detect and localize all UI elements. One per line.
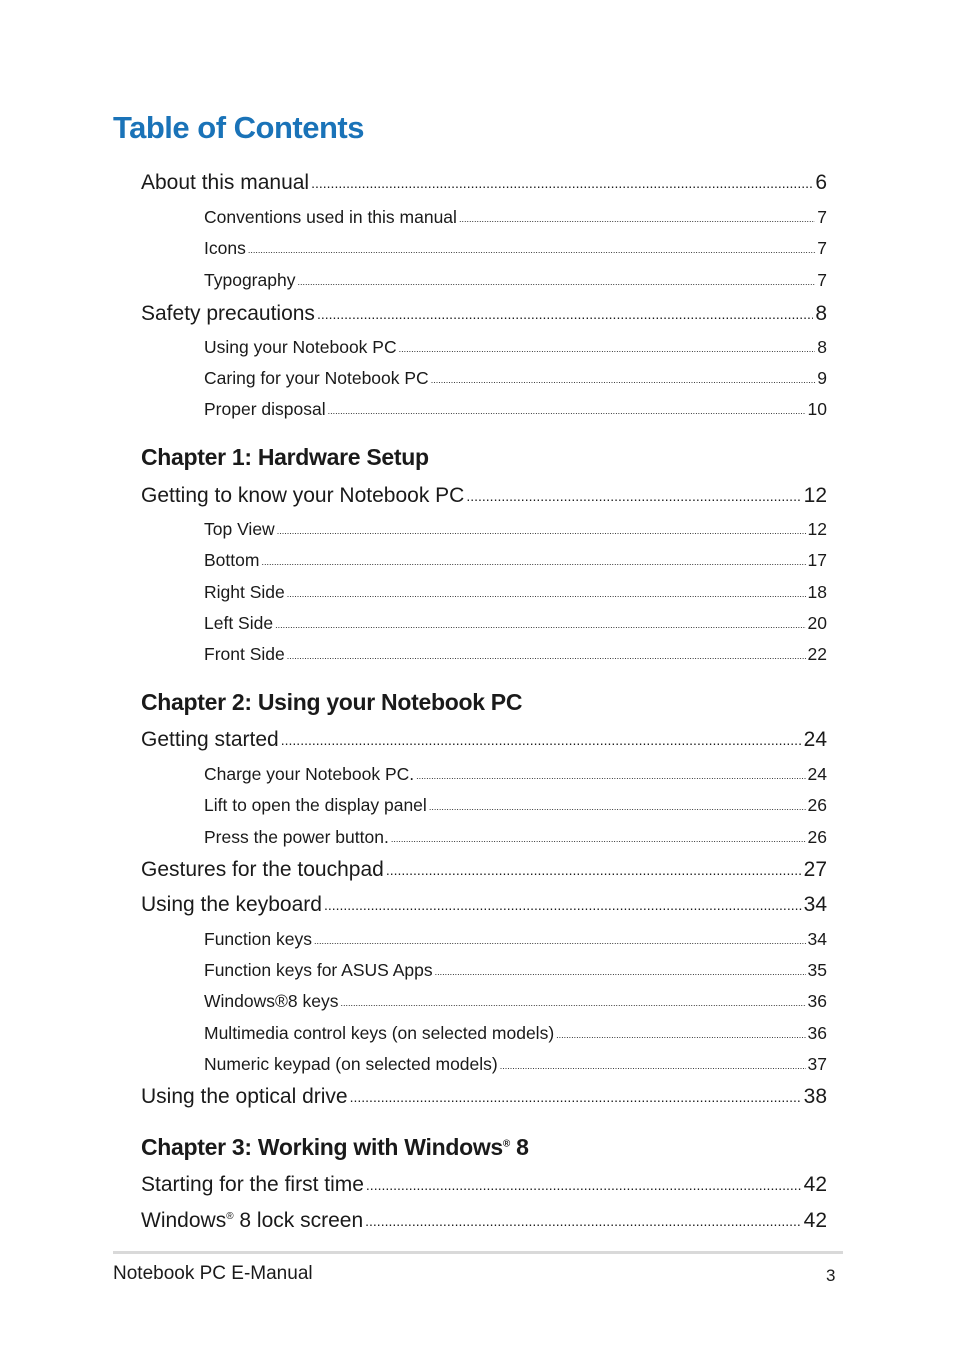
toc-entry-label: Windows®8 keys	[204, 991, 339, 1011]
toc-entry[interactable]	[204, 550, 827, 571]
toc-entry-page: 18	[807, 582, 827, 602]
toc-entry[interactable]	[204, 582, 827, 603]
toc-entry-label: Starting for the first time	[141, 1173, 364, 1196]
toc-entry[interactable]	[204, 337, 827, 358]
toc-entry-label: Using your Notebook PC	[204, 337, 397, 357]
toc-entry-label	[141, 1209, 363, 1233]
toc-entry-page: 7	[817, 238, 827, 258]
toc-entry-label: Icons	[204, 238, 246, 258]
toc-entry[interactable]	[204, 613, 827, 634]
toc-entry-label: Multimedia control keys (on selected models)	[204, 1023, 555, 1043]
toc-entry[interactable]	[204, 238, 827, 259]
toc-entry-label: Getting started	[141, 728, 279, 751]
toc-entry[interactable]	[141, 1173, 827, 1197]
toc-entry-page: 42	[803, 1173, 827, 1196]
dot-leader	[365, 1209, 802, 1227]
dot-leader	[399, 339, 816, 353]
chapter-heading: Chapter 2: Using your Notebook PC	[141, 689, 523, 715]
toc-entry-page: 42	[803, 1209, 827, 1232]
toc-entry-label-text: 8 lock screen	[233, 1209, 364, 1232]
toc-entry[interactable]	[204, 270, 827, 291]
toc-entry-label: About this manual	[141, 171, 310, 194]
dot-leader	[287, 646, 806, 660]
toc-entry-page: 12	[803, 484, 827, 507]
toc-entry[interactable]	[204, 827, 827, 848]
toc-entry-page: 8	[817, 337, 827, 357]
toc-entry[interactable]	[141, 858, 827, 882]
toc-entry-page: 24	[803, 728, 827, 751]
toc-entry[interactable]	[204, 399, 827, 420]
toc-entry-page: 10	[807, 399, 827, 419]
dot-leader	[431, 370, 816, 384]
toc-entry-page: 36	[807, 991, 827, 1011]
chapter-heading	[141, 1134, 529, 1161]
dot-leader	[340, 993, 805, 1007]
toc-entry-page: 6	[815, 171, 827, 194]
toc-entry-label-text: Windows	[141, 1209, 227, 1232]
dot-leader	[248, 240, 815, 254]
toc-entry[interactable]	[141, 728, 827, 752]
toc-entry-page: 35	[807, 960, 827, 980]
dot-leader	[391, 829, 806, 843]
dot-leader	[317, 302, 813, 320]
toc-entry-label: Top View	[204, 519, 275, 539]
toc-entry-page: 27	[803, 858, 827, 881]
toc-entry-label: Proper disposal	[204, 399, 326, 419]
toc-entry-page: 34	[807, 929, 827, 949]
toc-entry[interactable]	[204, 929, 827, 950]
toc-entry[interactable]	[204, 960, 827, 981]
toc-entry[interactable]	[141, 893, 827, 917]
dot-leader	[429, 797, 806, 811]
toc-entry[interactable]	[141, 171, 827, 195]
toc-entry-label: Getting to know your Notebook PC	[141, 484, 465, 507]
registered-mark: ®	[226, 1211, 234, 1222]
dot-leader	[328, 401, 806, 415]
toc-entry-label: Gestures for the touchpad	[141, 858, 384, 881]
toc-entry-label: Press the power button.	[204, 827, 389, 847]
dot-leader	[314, 931, 806, 945]
toc-entry[interactable]	[204, 1054, 827, 1075]
toc-entry-label: Front Side	[204, 644, 285, 664]
toc-entry-label: Bottom	[204, 550, 260, 570]
toc-entry[interactable]	[141, 484, 827, 508]
toc-entry-label: Charge your Notebook PC.	[204, 764, 415, 784]
toc-entry-label: Lift to open the display panel	[204, 795, 427, 815]
dot-leader	[556, 1025, 805, 1039]
toc-entry-label: Safety precautions	[141, 302, 315, 325]
toc-entry-page: 22	[807, 644, 827, 664]
toc-entry-label: Function keys	[204, 929, 312, 949]
dot-leader	[287, 584, 806, 598]
toc-entry-page: 7	[817, 207, 827, 227]
toc-entry-page: 36	[807, 1023, 827, 1043]
dot-leader	[275, 615, 805, 629]
toc-entry-label: Numeric keypad (on selected models)	[204, 1054, 498, 1074]
toc-entry-label: Conventions used in this manual	[204, 207, 457, 227]
dot-leader	[466, 484, 801, 502]
toc-entry-page: 7	[817, 270, 827, 290]
page-title: Table of Contents	[113, 110, 364, 145]
toc-entry[interactable]	[204, 519, 827, 540]
dot-leader	[311, 171, 813, 189]
footer-manual-name: Notebook PC E-Manual	[113, 1263, 313, 1284]
toc-entry[interactable]	[141, 1085, 827, 1109]
dot-leader	[366, 1173, 802, 1191]
toc-entry-page: 26	[807, 827, 827, 847]
dot-leader	[297, 272, 815, 286]
toc-entry-page: 34	[803, 893, 827, 916]
chapter-heading-text: Chapter 3: Working with Windows	[141, 1134, 503, 1160]
toc-entry-label: Function keys for ASUS Apps	[204, 960, 433, 980]
toc-entry-label: Using the optical drive	[141, 1085, 348, 1108]
toc-entry-label: Right Side	[204, 582, 285, 602]
footer-divider	[113, 1251, 843, 1254]
toc-entry[interactable]	[141, 1209, 827, 1233]
toc-entry-page: 9	[817, 368, 827, 388]
toc-entry[interactable]	[204, 368, 827, 389]
dot-leader	[324, 893, 802, 911]
registered-mark: ®	[502, 1138, 510, 1150]
toc-entry[interactable]	[204, 795, 827, 816]
toc-entry-page: 38	[803, 1085, 827, 1108]
chapter-heading-text: 8	[509, 1134, 529, 1160]
toc-entry-page: 12	[807, 519, 827, 539]
toc-entry[interactable]	[204, 644, 827, 665]
toc-entry-page: 17	[807, 550, 827, 570]
dot-leader	[500, 1056, 806, 1070]
toc-entry-label: Using the keyboard	[141, 893, 322, 916]
toc-entry-page: 20	[807, 613, 827, 633]
dot-leader	[281, 728, 802, 746]
footer-page-number: 3	[826, 1266, 836, 1285]
dot-leader	[435, 962, 806, 976]
dot-leader	[386, 858, 802, 876]
dot-leader	[459, 209, 815, 223]
dot-leader	[277, 521, 806, 535]
toc-entry[interactable]	[204, 991, 827, 1012]
toc-entry-label: Left Side	[204, 613, 274, 633]
toc-entry-page: 37	[807, 1054, 827, 1074]
toc-entry[interactable]	[141, 302, 827, 326]
toc-entry[interactable]	[204, 207, 827, 228]
toc-entry-label: Caring for your Notebook PC	[204, 368, 429, 388]
toc-entry-page: 8	[815, 302, 827, 325]
dot-leader	[416, 766, 805, 780]
chapter-heading: Chapter 1: Hardware Setup	[141, 444, 429, 470]
toc-entry-page: 26	[807, 795, 827, 815]
dot-leader	[350, 1085, 802, 1103]
toc-entry-page: 24	[807, 764, 827, 784]
toc-entry-label: Typography	[204, 270, 296, 290]
dot-leader	[261, 552, 805, 566]
toc-entry[interactable]	[204, 764, 827, 785]
toc-entry[interactable]	[204, 1023, 827, 1044]
